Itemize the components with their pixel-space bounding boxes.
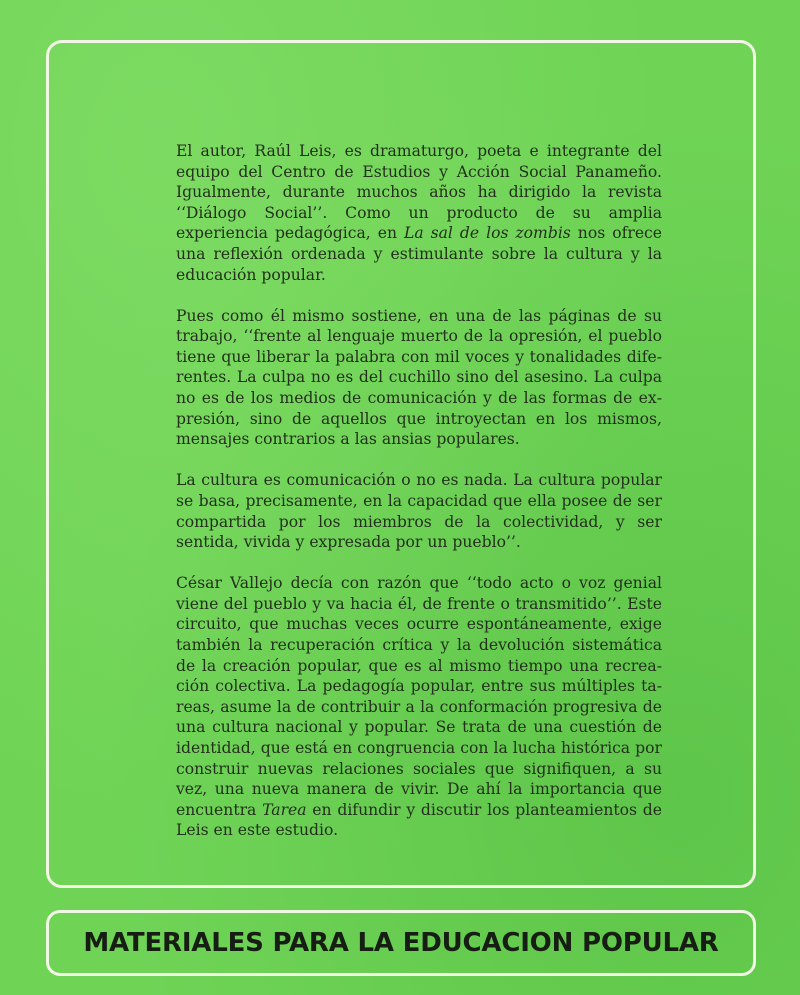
paragraph-author-part-1: El autor, Raúl Leis, es dramaturgo, poeta e integrante del equipo del Centro de Estudios y Acción Social Panameño. Igualmente, durante muchos años ha dirigido la revista ‘‘Diálogo Social’’. Como un producto de su amplia experiencia pedagógica, en [176, 142, 662, 243]
series-banner [46, 910, 756, 976]
paragraph-vallejo-part-1: César Vallejo decía con razón que ‘‘todo acto o voz genial viene del pueblo y va hacia él, de frente o transmitido’’. Este circuito, que muchas veces ocurre espontáneamente, exige también la recuperación crítica y la devolución sistemática de la creación popular, que es al mismo tiempo una recreación colectiva. La pedagogía popular, entre sus múltiples tareas, asume la de contribuir a la conformación progresiva de una cultura nacional y popular. Se trata de una cuestión de identidad, que está en congruencia con la lucha histórica por construir nuevas relaciones sociales que signifiquen, a su vez, una nueva manera de vivir. De ahí la importancia que encuentra [176, 574, 662, 819]
paragraph-vallejo-part-3: en difundir y discutir los planteamientos de Leis en este estudio. [176, 800, 662, 840]
paragraph-vallejo [176, 573, 662, 841]
paragraph-quote: Pues como él mismo sostiene, en una de las páginas de su trabajo, ‘‘frente al lenguaje muerto de la opresión, el pueblo tiene que liberar la palabra con mil voces y tonalidades diferentes. La culpa no es del cuchillo sino del asesino. La culpa no es de los medios de comunicación y de las formas de expresión, sino de aquellos que introyectan en los mismos, mensajes contrarios a las ansias populares. [176, 306, 662, 449]
book-title-italic: La sal de los zombis [404, 224, 571, 243]
paragraph-author [176, 141, 662, 285]
publisher-name-italic: Tarea [262, 800, 307, 819]
paragraph-culture: La cultura es comunicación o no es nada. La cultura popular se basa, precisamente, en la capacidad que ella posee de ser compartida por los miembros de la colectividad, y ser sentida, vivida y expresada por un pueblo’’. [176, 471, 662, 552]
series-title: MATERIALES PARA LA EDUCACION POPULAR [83, 928, 719, 958]
paragraph-author-part-3: nos ofrece una reflexión ordenada y estimulante sobre la cultura y la educación popular. [176, 224, 663, 284]
back-cover-text [176, 141, 662, 861]
